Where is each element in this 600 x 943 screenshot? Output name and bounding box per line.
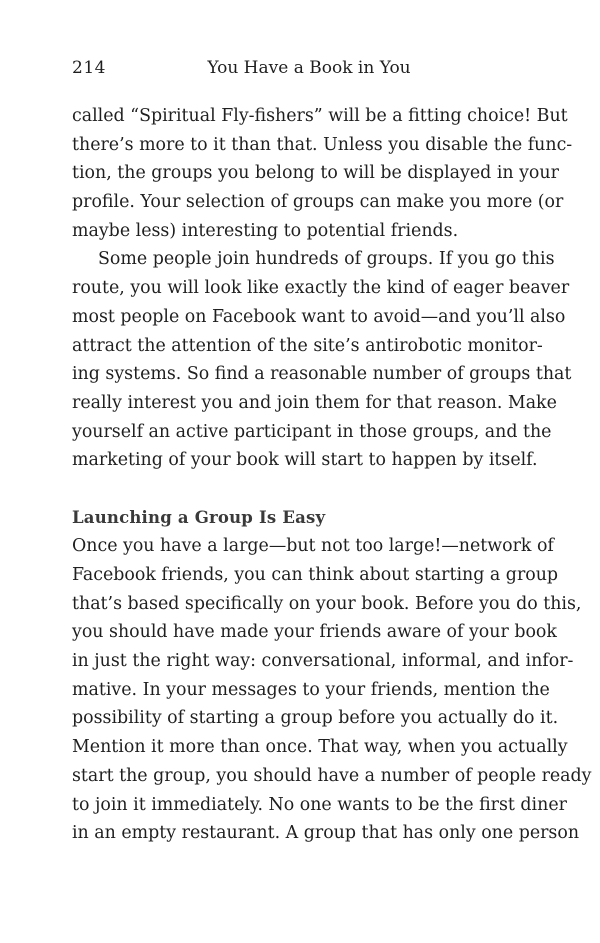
text-line: Facebook friends, you can think about starting a group [72,565,559,585]
text-line: route, you will look like exactly the kind of eager beaver [72,278,570,299]
text-line: called “Spiritual Fly-fishers” will be a fitting choice! But [72,106,568,126]
text-line: tion, the groups you belong to will be displayed in your [72,163,559,184]
text-line: maybe less) interesting to potential friends. [72,220,459,241]
text-line: mative. In your messages to your friends, mention the [72,679,550,700]
text-line: in just the right way: conversational, informal, and infor- [72,651,574,672]
text-line: there’s more to it than that. Unless you disable the func- [72,134,573,155]
text-line: you should have made your friends aware of your book [72,622,557,643]
running-head [72,56,502,80]
text-line: Some people join hundreds of groups. If you go this [98,249,555,270]
text-line: marketing of your book will start to happen by itself. [72,450,538,471]
section-spacer [72,475,502,504]
body-text [72,102,592,848]
text-line: ing systems. So find a reasonable number of groups that [72,364,572,385]
text-line: possibility of starting a group before you actually do it. [72,708,559,729]
text-line: Once you have a large—but not too large!—network of [72,536,554,557]
text-line: in an empty restaurant. A group that has only one person [72,823,580,844]
text-line: most people on Facebook want to avoid—and you’ll also [72,306,566,327]
paragraph [72,245,572,475]
book-title: You Have a Book in You [207,58,411,78]
text-line: yourself an active participant in those groups, and the [72,421,552,442]
text-line: to join it immediately. No one wants to be the first diner [72,794,567,815]
section-heading: Launching a Group Is Easy [72,507,326,527]
paragraph [72,102,573,245]
page-number: 214 [72,58,106,78]
text-line: really interest you and join them for that reason. Make [72,392,557,413]
text-line: start the group, you should have a number of people ready [72,765,592,786]
text-line: profile. Your selection of groups can make you more (or [72,192,564,213]
text-line: Mention it more than once. That way, when you actually [72,737,568,758]
section [72,504,592,848]
text-line: attract the attention of the site’s antirobotic monitor- [72,335,543,356]
text-line: that’s based specifically on your book. Before you do this, [72,593,582,614]
